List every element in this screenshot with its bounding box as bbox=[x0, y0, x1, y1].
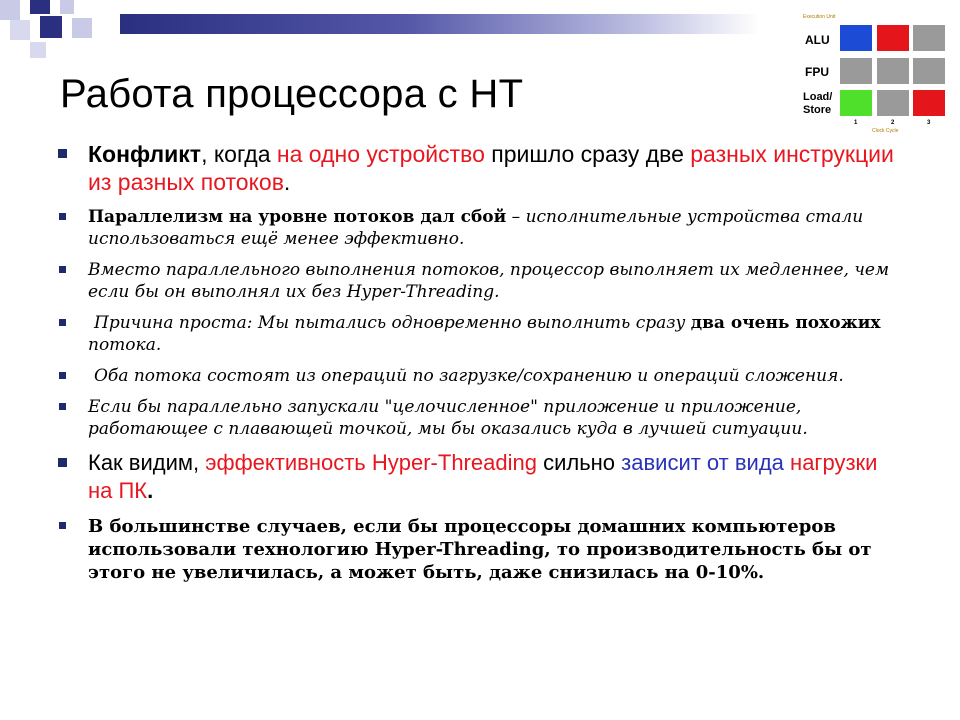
square-bullet-icon bbox=[59, 266, 66, 273]
bullet-most-cases bbox=[56, 515, 906, 584]
bullet-text-highlight: на одно устройство bbox=[276, 141, 485, 167]
diagram-row-label-load-store: Load/ Store bbox=[803, 91, 833, 116]
bullet-text: Как видим, bbox=[88, 450, 206, 475]
square-bullet-icon bbox=[59, 403, 66, 410]
diagram-cycle-3: 3 bbox=[927, 120, 931, 126]
decor-square bbox=[72, 18, 92, 38]
bullet-text-highlight: зависит от вида bbox=[621, 450, 784, 475]
bullet-both-threads bbox=[56, 365, 906, 387]
square-bullet-icon bbox=[59, 372, 66, 379]
header-gradient-bar bbox=[120, 14, 760, 34]
bullet-text: . bbox=[283, 169, 291, 195]
bullet-conflict bbox=[56, 140, 906, 196]
bullet-text: . bbox=[147, 478, 154, 503]
square-bullet-icon bbox=[59, 319, 66, 326]
bullet-text: В большинстве случаев, если бы процессоры домашних компьютеров использовали технологию Hyper-Threading, то производительность бы от этого не увеличилась, а может быть, даже снизилась на 0-10%. bbox=[88, 516, 872, 583]
diagram-cell bbox=[840, 58, 872, 84]
square-bullet-icon bbox=[58, 149, 67, 158]
diagram-cell bbox=[840, 90, 872, 116]
bullet-text-highlight: нагрузки на ПК bbox=[88, 450, 878, 503]
bullet-text: , когда bbox=[201, 141, 277, 167]
diagram-cycle-2: 2 bbox=[891, 120, 895, 126]
execution-unit-diagram bbox=[800, 14, 950, 136]
bullet-text: потока. bbox=[88, 335, 162, 355]
decor-square bbox=[30, 0, 50, 14]
square-bullet-icon bbox=[59, 522, 66, 529]
bullet-instead bbox=[56, 259, 906, 303]
square-bullet-icon bbox=[58, 458, 67, 467]
bullet-text: – исполнительные устройства стали использоваться ещё менее эффективно. bbox=[88, 207, 864, 249]
square-bullet-icon bbox=[59, 213, 66, 220]
bullet-text: Вместо параллельного выполнения потоков, процессор выполняет их медленнее, чем если бы он выполнял их без Hyper-Threading. bbox=[88, 260, 890, 302]
bullet-text: сильно bbox=[536, 450, 622, 475]
decor-square bbox=[10, 20, 30, 40]
decor-square bbox=[0, 0, 20, 20]
diagram-cell bbox=[840, 25, 872, 51]
bullet-as-we-see bbox=[56, 449, 906, 505]
bullet-list bbox=[56, 140, 906, 593]
diagram-cell bbox=[877, 25, 909, 51]
bullet-text: пришло сразу две bbox=[484, 141, 691, 167]
diagram-row-label-fpu: FPU bbox=[805, 65, 829, 79]
bullet-text: два очень похожих bbox=[690, 313, 881, 333]
bullet-text: Оба потока состоят из операций по загрузке/сохранению и операций сложения. bbox=[94, 366, 844, 386]
diagram-footer: Clock Cycle bbox=[872, 128, 899, 134]
bullet-if-parallel bbox=[56, 396, 906, 440]
slide-title: Работа процессора с НТ bbox=[60, 72, 524, 116]
diagram-header: Execution Unit bbox=[803, 14, 836, 20]
decor-square bbox=[30, 42, 46, 58]
decor-square bbox=[40, 16, 62, 38]
diagram-cell bbox=[913, 90, 945, 116]
bullet-text: Конфликт bbox=[88, 141, 202, 167]
bullet-text: Если бы параллельно запускали "целочисленное" приложение и приложение, работающее с плавающей точкой, мы бы оказались куда в лучшей ситуации. bbox=[88, 397, 808, 439]
bullet-parallelism bbox=[56, 206, 906, 250]
decor-square bbox=[60, 0, 74, 14]
diagram-cell bbox=[877, 58, 909, 84]
diagram-cycle-1: 1 bbox=[854, 120, 858, 126]
diagram-cell bbox=[913, 25, 945, 51]
bullet-reason bbox=[56, 312, 906, 356]
bullet-text: Причина проста: Мы пытались одновременно выполнить сразу bbox=[94, 313, 691, 333]
bullet-text: Параллелизм на уровне потоков дал сбой bbox=[88, 207, 507, 227]
diagram-cell bbox=[913, 58, 945, 84]
bullet-text-highlight: разных инструкции из разных потоков bbox=[88, 141, 894, 195]
bullet-text-highlight: эффективность Hyper-Threading bbox=[205, 450, 537, 475]
diagram-row-label-alu: ALU bbox=[805, 33, 830, 47]
diagram-cell bbox=[877, 90, 909, 116]
